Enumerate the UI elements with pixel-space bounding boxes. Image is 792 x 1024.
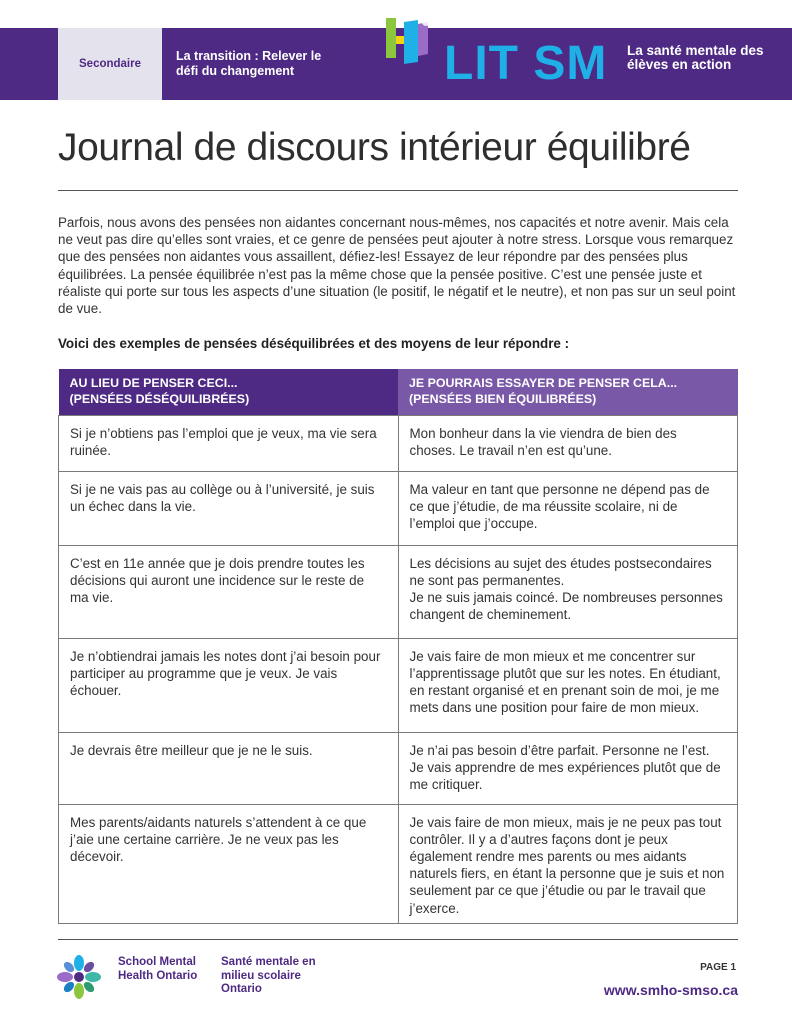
balanced-thought: Je n’ai pas besoin d’être parfait. Personne ne l’est. Je vais apprendre de mes expériences plutôt que de me critiquer. [398, 732, 738, 804]
org-name-fr: Santé mentale en milieu scolaire Ontario [221, 956, 316, 995]
table-row [59, 415, 738, 471]
header-unbalanced-line1: AU LIEU DE PENSER CECI... [69, 376, 238, 390]
grade-tag [58, 28, 162, 100]
module-title: La transition : Relever le défi du changement [176, 49, 322, 78]
brand-name: LIT SM [444, 37, 608, 90]
table-row [59, 638, 738, 732]
intro-paragraph: Parfois, nous avons des pensées non aidantes concernant nous-mêmes, nos capacités et notre avenir. Mais cela ne veut pas dire qu’elles sont vraies, et ce genre de pensées peut ajouter à notre stress. Lorsque vous remarquez que des pensées non aidantes vous assaillent, défiez-les! Essayez de leur répondre par des pensées plus équilibrées. La pensée équilibrée n’est pas la même chose que la pensée positive. C’est une pensée juste et réaliste qui porte sur tous les aspects d’une situation (le positif, le négatif et le neutre), et non pas sur un seul point de vue. [58, 215, 736, 317]
balanced-thought-part2: Je ne suis jamais coincé. De nombreuses personnes changent de cheminement. [409, 589, 723, 623]
header-balanced [398, 369, 738, 415]
page-title: Journal de discours intérieur équilibré [58, 126, 691, 169]
footer-divider [58, 939, 738, 940]
page-number: PAGE 1 [700, 962, 736, 973]
balanced-thought: Ma valeur en tant que personne ne dépend pas de ce que j’étudie, de ma réussite scolaire, ni de l’emploi que j’occupe. [398, 471, 738, 545]
unbalanced-thought: C’est en 11e année que je dois prendre toutes les décisions qui auront une incidence sur le reste de ma vie. [59, 545, 399, 638]
header-unbalanced [59, 369, 399, 415]
balanced-thought: Mon bonheur dans la vie viendra de bien des choses. Le travail n’en est qu’une. [398, 415, 738, 471]
header-balanced-line1: JE POURRAIS ESSAYER DE PENSER CELA... [409, 376, 678, 390]
grade-tag-label: Secondaire [79, 58, 141, 70]
smho-logo-icon [57, 955, 101, 999]
unbalanced-thought: Je n’obtiendrai jamais les notes dont j’ai besoin pour participer au programme que je veux. Je vais échouer. [59, 638, 399, 732]
thoughts-table [58, 369, 738, 924]
table-row [59, 804, 738, 923]
table-row [59, 471, 738, 545]
table-row [59, 545, 738, 638]
table-intro: Voici des exemples de pensées déséquilibrées et des moyens de leur répondre : [58, 336, 570, 351]
unbalanced-thought: Si je n’obtiens pas l’emploi que je veux, ma vie sera ruinée. [59, 415, 399, 471]
balanced-thought [398, 545, 738, 638]
org-name-en: School Mental Health Ontario [118, 956, 198, 982]
table-row [59, 732, 738, 804]
brand-tagline: La santé mentale des élèves en action [627, 43, 764, 72]
balanced-thought: Je vais faire de mon mieux et me concentrer sur l’apprentissage plutôt que sur les notes. En étudiant, en restant organisé et en prenant soin de moi, je me mets dans une position pour faire de mon mieux. [398, 638, 738, 732]
balanced-thought-part1: Les décisions au sujet des études postsecondaires ne sont pas permanentes. [409, 555, 712, 588]
balanced-thought: Je vais faire de mon mieux, mais je ne peux pas tout contrôler. Il y a d’autres façons dont je peux également rendre mes parents ou mes aidants naturels fiers, en étant la personne que je suis et non seulement par ce que j’étudie ou par le travail que j’exerce. [398, 804, 738, 923]
website-link[interactable]: www.smho-smso.ca [603, 982, 738, 998]
lit-logo-icon [382, 14, 434, 68]
header-balanced-line2: (PENSÉES BIEN ÉQUILIBRÉES) [409, 392, 597, 406]
unbalanced-thought: Mes parents/aidants naturels s’attendent à ce que j’aie une certaine carrière. Je ne veux pas les décevoir. [59, 804, 399, 923]
header-unbalanced-line2: (PENSÉES DÉSÉQUILIBRÉES) [69, 392, 250, 406]
unbalanced-thought: Je devrais être meilleur que je ne le suis. [59, 732, 399, 804]
unbalanced-thought: Si je ne vais pas au collège ou à l’université, je suis un échec dans la vie. [59, 471, 399, 545]
table-header-row [59, 369, 738, 415]
title-divider [58, 190, 738, 191]
